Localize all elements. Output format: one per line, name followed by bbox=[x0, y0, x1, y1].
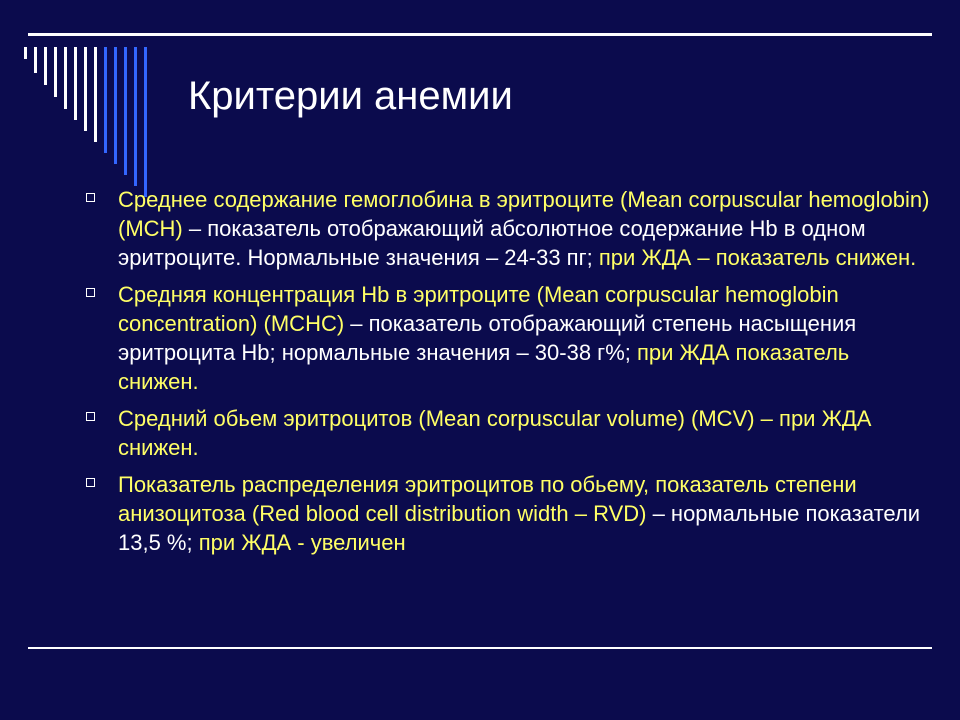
bar bbox=[114, 47, 117, 164]
bar bbox=[124, 47, 127, 175]
bullet-text-highlight: Среднее содержание гемоглобина в эритроците (Mean corpuscular hemoglobin) (MCH) bbox=[118, 187, 930, 241]
bullet-text-highlight: Средний обьем эритроцитов (Mean corpuscular volume) (MCV) – при ЖДА снижен. bbox=[118, 406, 872, 460]
bar bbox=[104, 47, 107, 153]
bullet-text-highlight: Показатель распределения эритроцитов по обьему, показатель степени анизоцитоза (Red blood cell distribution width – RVD) bbox=[118, 472, 857, 526]
bullet-text-highlight: Средняя концентрация Hb в эритроците (Mean corpuscular hemoglobin concentration) (MCHC) bbox=[118, 282, 839, 336]
bullet-text-highlight: при ЖДА – показатель снижен. bbox=[598, 245, 917, 270]
square-bullet-icon bbox=[86, 412, 95, 421]
bar bbox=[94, 47, 97, 142]
square-bullet-icon bbox=[86, 288, 95, 297]
bullet-text: – показатель отображающий степень насыщения эритроцита Hb; нормальные значения – 30-38 г%; bbox=[118, 311, 857, 365]
bullet-text: – нормальные показатели 13,5 %; bbox=[118, 501, 921, 555]
bar bbox=[74, 47, 77, 120]
bullet-text-highlight: при ЖДА - увеличен bbox=[198, 530, 406, 555]
bullet-item bbox=[82, 470, 932, 557]
bullet-item bbox=[82, 280, 932, 396]
bar bbox=[84, 47, 87, 131]
square-bullet-icon bbox=[86, 478, 95, 487]
bottom-divider-line bbox=[28, 647, 932, 649]
bullet-list bbox=[82, 185, 932, 565]
bar bbox=[134, 47, 137, 186]
bar bbox=[34, 47, 37, 73]
bullet-text-highlight: при ЖДА показатель снижен. bbox=[118, 340, 850, 394]
bullet-item bbox=[82, 185, 932, 272]
bar bbox=[54, 47, 57, 97]
bullet-item bbox=[82, 404, 932, 462]
bar bbox=[44, 47, 47, 85]
bullet-text: – показатель отображающий абсолютное содержание Hb в одном эритроците. Нормальные значения – 24-33 пг; bbox=[118, 216, 866, 270]
square-bullet-icon bbox=[86, 193, 95, 202]
bar bbox=[64, 47, 67, 109]
bar bbox=[24, 47, 27, 59]
decorative-bars bbox=[0, 0, 200, 200]
slide-title: Критерии анемии bbox=[188, 74, 513, 118]
bar bbox=[144, 47, 147, 197]
